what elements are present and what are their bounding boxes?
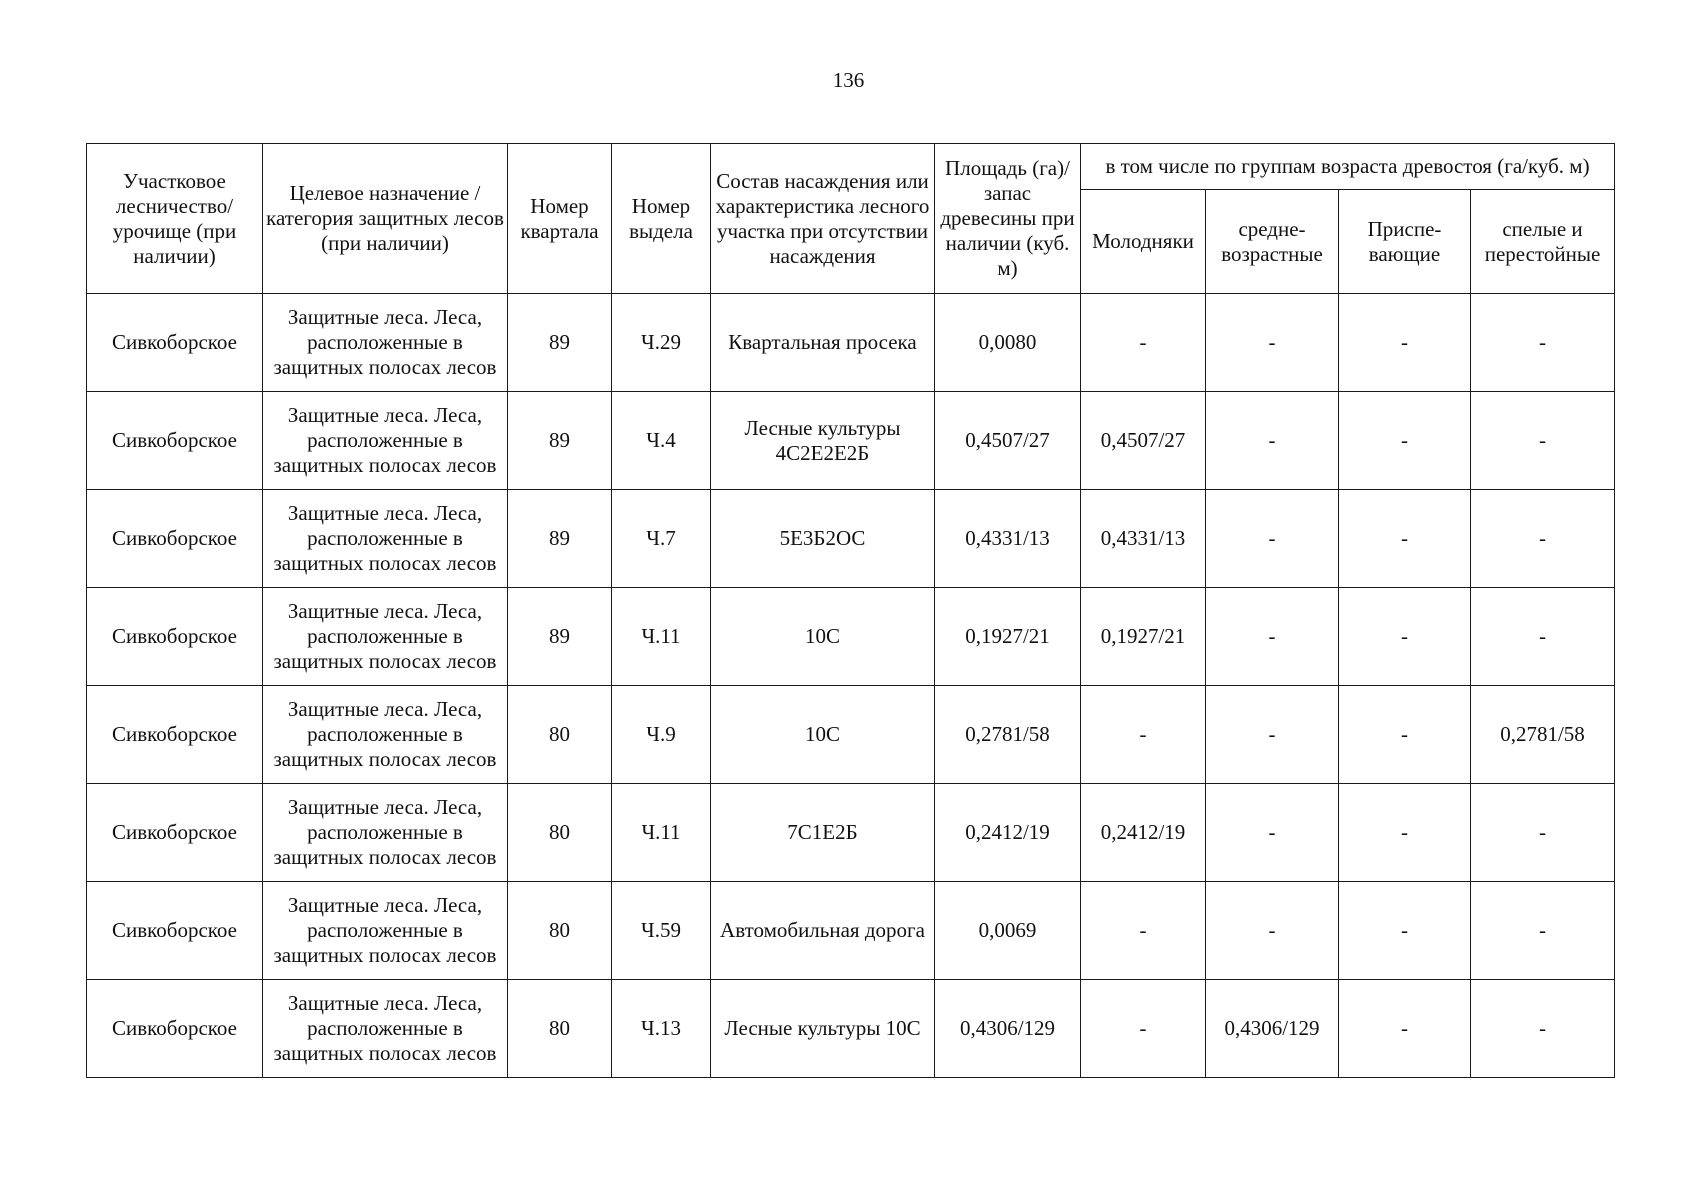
cell-forestry: Сивкоборское — [87, 882, 263, 980]
cell-composition: Лесные культуры 10С — [711, 980, 935, 1078]
cell-maturing: - — [1339, 882, 1471, 980]
cell-quarter: 80 — [508, 980, 612, 1078]
cell-young: - — [1081, 294, 1206, 392]
cell-composition: Лесные культуры 4С2Е2Е2Б — [711, 392, 935, 490]
cell-area-stock: 0,2781/58 — [935, 686, 1081, 784]
cell-forestry: Сивкоборское — [87, 490, 263, 588]
cell-young: - — [1081, 686, 1206, 784]
cell-forestry: Сивкоборское — [87, 980, 263, 1078]
cell-middle-aged: - — [1206, 784, 1339, 882]
header-composition: Состав насаждения или характеристика лесного участка при отсутствии насаждения — [711, 144, 935, 294]
cell-middle-aged: - — [1206, 686, 1339, 784]
table-row — [87, 686, 1615, 784]
header-row — [87, 144, 1615, 190]
header-purpose: Целевое назначение / категория защитных лесов (при наличии) — [263, 144, 508, 294]
cell-area-stock: 0,4331/13 — [935, 490, 1081, 588]
cell-middle-aged: - — [1206, 588, 1339, 686]
cell-mature: - — [1471, 392, 1615, 490]
cell-purpose: Защитные леса. Леса, расположенные в защитных полосах лесов — [263, 686, 508, 784]
table-row — [87, 294, 1615, 392]
cell-forestry: Сивкоборское — [87, 392, 263, 490]
cell-purpose: Защитные леса. Леса, расположенные в защитных полосах лесов — [263, 588, 508, 686]
cell-area-stock: 0,1927/21 — [935, 588, 1081, 686]
cell-forestry: Сивкоборское — [87, 784, 263, 882]
cell-quarter: 80 — [508, 882, 612, 980]
cell-allotment: Ч.11 — [612, 588, 711, 686]
cell-composition: 10С — [711, 686, 935, 784]
cell-quarter: 80 — [508, 686, 612, 784]
header-allotment: Номер выдела — [612, 144, 711, 294]
cell-allotment: Ч.7 — [612, 490, 711, 588]
cell-forestry: Сивкоборское — [87, 294, 263, 392]
cell-mature: - — [1471, 882, 1615, 980]
cell-area-stock: 0,2412/19 — [935, 784, 1081, 882]
cell-purpose: Защитные леса. Леса, расположенные в защитных полосах лесов — [263, 392, 508, 490]
cell-maturing: - — [1339, 686, 1471, 784]
cell-allotment: Ч.4 — [612, 392, 711, 490]
cell-middle-aged: 0,4306/129 — [1206, 980, 1339, 1078]
cell-mature: - — [1471, 294, 1615, 392]
table-row — [87, 490, 1615, 588]
cell-young: - — [1081, 882, 1206, 980]
cell-composition: Автомобильная дорога — [711, 882, 935, 980]
cell-composition: Квартальная просека — [711, 294, 935, 392]
cell-young: 0,4331/13 — [1081, 490, 1206, 588]
cell-allotment: Ч.59 — [612, 882, 711, 980]
cell-maturing: - — [1339, 980, 1471, 1078]
cell-middle-aged: - — [1206, 490, 1339, 588]
cell-mature: - — [1471, 784, 1615, 882]
cell-composition: 5Е3Б2ОС — [711, 490, 935, 588]
cell-young: 0,4507/27 — [1081, 392, 1206, 490]
header-age-groups: в том числе по группам возраста древостоя (га/куб. м) — [1081, 144, 1615, 190]
cell-allotment: Ч.13 — [612, 980, 711, 1078]
cell-maturing: - — [1339, 490, 1471, 588]
cell-area-stock: 0,4507/27 — [935, 392, 1081, 490]
table-row — [87, 882, 1615, 980]
cell-forestry: Сивкоборское — [87, 686, 263, 784]
cell-middle-aged: - — [1206, 882, 1339, 980]
cell-allotment: Ч.9 — [612, 686, 711, 784]
table-row — [87, 588, 1615, 686]
cell-composition: 10С — [711, 588, 935, 686]
table-row — [87, 784, 1615, 882]
table-row — [87, 980, 1615, 1078]
header-mature: спелые и перестойные — [1471, 190, 1615, 294]
cell-composition: 7С1Е2Б — [711, 784, 935, 882]
page-number: 136 — [832, 68, 865, 92]
cell-purpose: Защитные леса. Леса, расположенные в защитных полосах лесов — [263, 980, 508, 1078]
cell-forestry: Сивкоборское — [87, 588, 263, 686]
cell-purpose: Защитные леса. Леса, расположенные в защитных полосах лесов — [263, 784, 508, 882]
cell-quarter: 89 — [508, 588, 612, 686]
cell-maturing: - — [1339, 784, 1471, 882]
cell-maturing: - — [1339, 588, 1471, 686]
cell-purpose: Защитные леса. Леса, расположенные в защитных полосах лесов — [263, 490, 508, 588]
cell-quarter: 80 — [508, 784, 612, 882]
header-forestry: Участковое лесничество/ урочище (при наличии) — [87, 144, 263, 294]
cell-young: - — [1081, 980, 1206, 1078]
cell-quarter: 89 — [508, 392, 612, 490]
cell-purpose: Защитные леса. Леса, расположенные в защитных полосах лесов — [263, 294, 508, 392]
cell-area-stock: 0,0080 — [935, 294, 1081, 392]
forest-plots-table — [86, 143, 1615, 1078]
header-area-stock: Площадь (га)/ запас древесины при наличии (куб. м) — [935, 144, 1081, 294]
cell-area-stock: 0,0069 — [935, 882, 1081, 980]
header-middle-aged: средне- возрастные — [1206, 190, 1339, 294]
cell-quarter: 89 — [508, 490, 612, 588]
cell-allotment: Ч.29 — [612, 294, 711, 392]
cell-purpose: Защитные леса. Леса, расположенные в защитных полосах лесов — [263, 882, 508, 980]
header-young: Молодняки — [1081, 190, 1206, 294]
cell-mature: - — [1471, 980, 1615, 1078]
header-maturing: Приспе- вающие — [1339, 190, 1471, 294]
cell-middle-aged: - — [1206, 294, 1339, 392]
cell-area-stock: 0,4306/129 — [935, 980, 1081, 1078]
cell-young: 0,1927/21 — [1081, 588, 1206, 686]
header-quarter: Номер квартала — [508, 144, 612, 294]
cell-maturing: - — [1339, 392, 1471, 490]
cell-allotment: Ч.11 — [612, 784, 711, 882]
cell-young: 0,2412/19 — [1081, 784, 1206, 882]
cell-middle-aged: - — [1206, 392, 1339, 490]
cell-quarter: 89 — [508, 294, 612, 392]
cell-mature: - — [1471, 588, 1615, 686]
table-row — [87, 392, 1615, 490]
cell-mature: 0,2781/58 — [1471, 686, 1615, 784]
cell-mature: - — [1471, 490, 1615, 588]
cell-maturing: - — [1339, 294, 1471, 392]
